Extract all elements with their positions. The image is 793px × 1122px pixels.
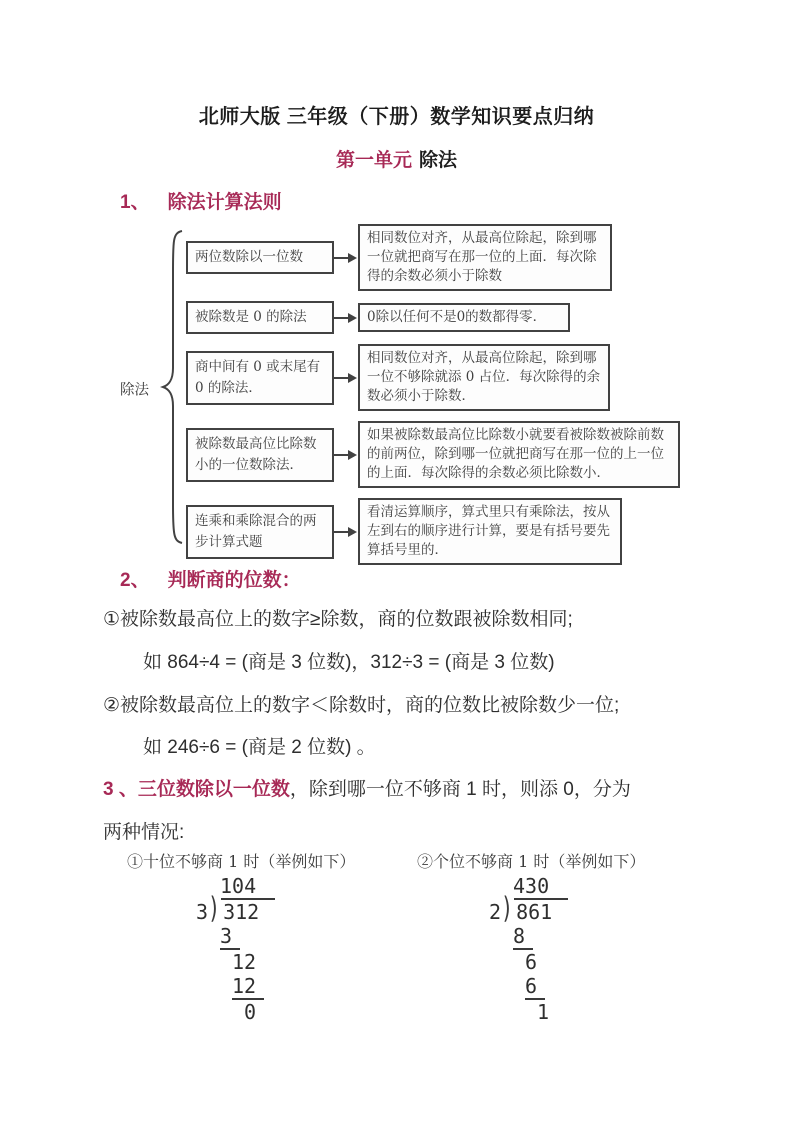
rule-detail-box: 相同数位对齐，从最高位除起，除到哪一位就把商写在那一位的上面．每次除得的余数必须小于除数 [358,224,612,291]
rule-line-2: ②被除数最高位上的数字＜除数时，商的位数比被除数少一位; [103,695,620,716]
unit-number: 第一单元 [335,150,412,171]
rule-topic-box: 被除数是 0 的除法 [186,301,334,334]
section1-number: 1、 [120,192,150,213]
work-step: 3 [220,924,240,950]
arrow-icon [334,450,358,460]
arrow-icon [334,253,358,263]
section2-number: 2、 [120,570,150,591]
unit-name: 除法 [419,150,458,171]
section3-title: 三位数除以一位数 [137,779,290,800]
rule-example-2: 如 246÷6 = (商是 2 位数) 。 [143,737,376,758]
rule-topic-box: 被除数最高位比除数小的一位数除法． [186,428,334,482]
section1-title: 除法计算法则 [167,192,282,213]
rule-detail-box: 如果被除数最高位比除数小就要看被除数被除前数的前两位，除到哪一位就把商写在那一位的上一位的上面．每次除得的余数必须比除数小． [358,421,680,488]
work-step: 12 [232,950,257,974]
diagram-row [186,224,680,291]
diagram-row [186,421,680,488]
division-bracket-row [489,890,568,926]
rule-topic-box: 两位数除以一位数 [186,241,334,274]
work-step: 1 [537,1000,550,1024]
section2-title: 判断商的位数： [167,570,301,591]
rule-topic-box: 连乘和乘除混合的两步计算式题 [186,505,334,559]
division-bracket-icon: ) [208,890,221,926]
rule-topic-box: 商中间有 0 或末尾有 0 的除法． [186,351,334,405]
long-division-example-1 [196,874,275,1024]
quotient: 430 [513,874,550,898]
arrow-icon [334,313,358,323]
work-step: 12 [232,974,264,1000]
division-bracket-icon: ) [501,890,514,926]
page-title: 北师大版 三年级（下册）数学知识要点归纳 [198,106,595,128]
rule-example-1: 如 864÷4 = (商是 3 位数)，312÷3 = (商是 3 位数) [143,652,555,673]
diagram-row [186,301,680,334]
unit-heading [0,145,793,172]
section3-heading-line [103,774,631,801]
work-step: 6 [525,950,538,974]
rule-detail-box: 0除以任何不是0的数都得零． [358,303,570,332]
arrow-icon [334,527,358,537]
work-step: 0 [244,1000,257,1024]
division-rules-diagram [118,224,684,558]
dividend: 861 [514,898,568,924]
section1-heading [120,187,282,214]
rule-detail-box: 看清运算顺序，算式里只有乘除法，按从左到右的顺序进行计算，要是有括号要先算括号里的． [358,498,622,565]
diagram-row [186,344,680,411]
section3-number: 3 、 [103,779,138,800]
section3-rest: ，除到哪一位不够商 1 时，则添 0，分为 [289,779,631,800]
example2-caption: ②个位不够商 1 时（举例如下） [417,852,646,871]
work-step: 8 [513,924,533,950]
divisor: 3 [196,900,209,924]
diagram-row [186,498,680,565]
diagram-root-label: 除法 [120,382,149,399]
quotient: 104 [220,874,257,898]
brace-shape [160,228,184,546]
work-step: 6 [525,974,545,1000]
rule-line-1: ①被除数最高位上的数字≥除数，商的位数跟被除数相同; [103,609,573,630]
diagram-rows [186,224,680,565]
arrow-icon [334,373,358,383]
long-division-example-2 [489,874,568,1024]
example1-caption: ①十位不够商 1 时（举例如下） [127,852,356,871]
division-bracket-row [196,890,275,926]
dividend: 312 [221,898,275,924]
divisor: 2 [489,900,502,924]
rule-detail-box: 相同数位对齐，从最高位除起，除到哪一位不够除就添 0 占位．每次除得的余数必须小于除数． [358,344,610,411]
section3-line2: 两种情况: [103,822,185,843]
section2-heading [120,565,301,592]
